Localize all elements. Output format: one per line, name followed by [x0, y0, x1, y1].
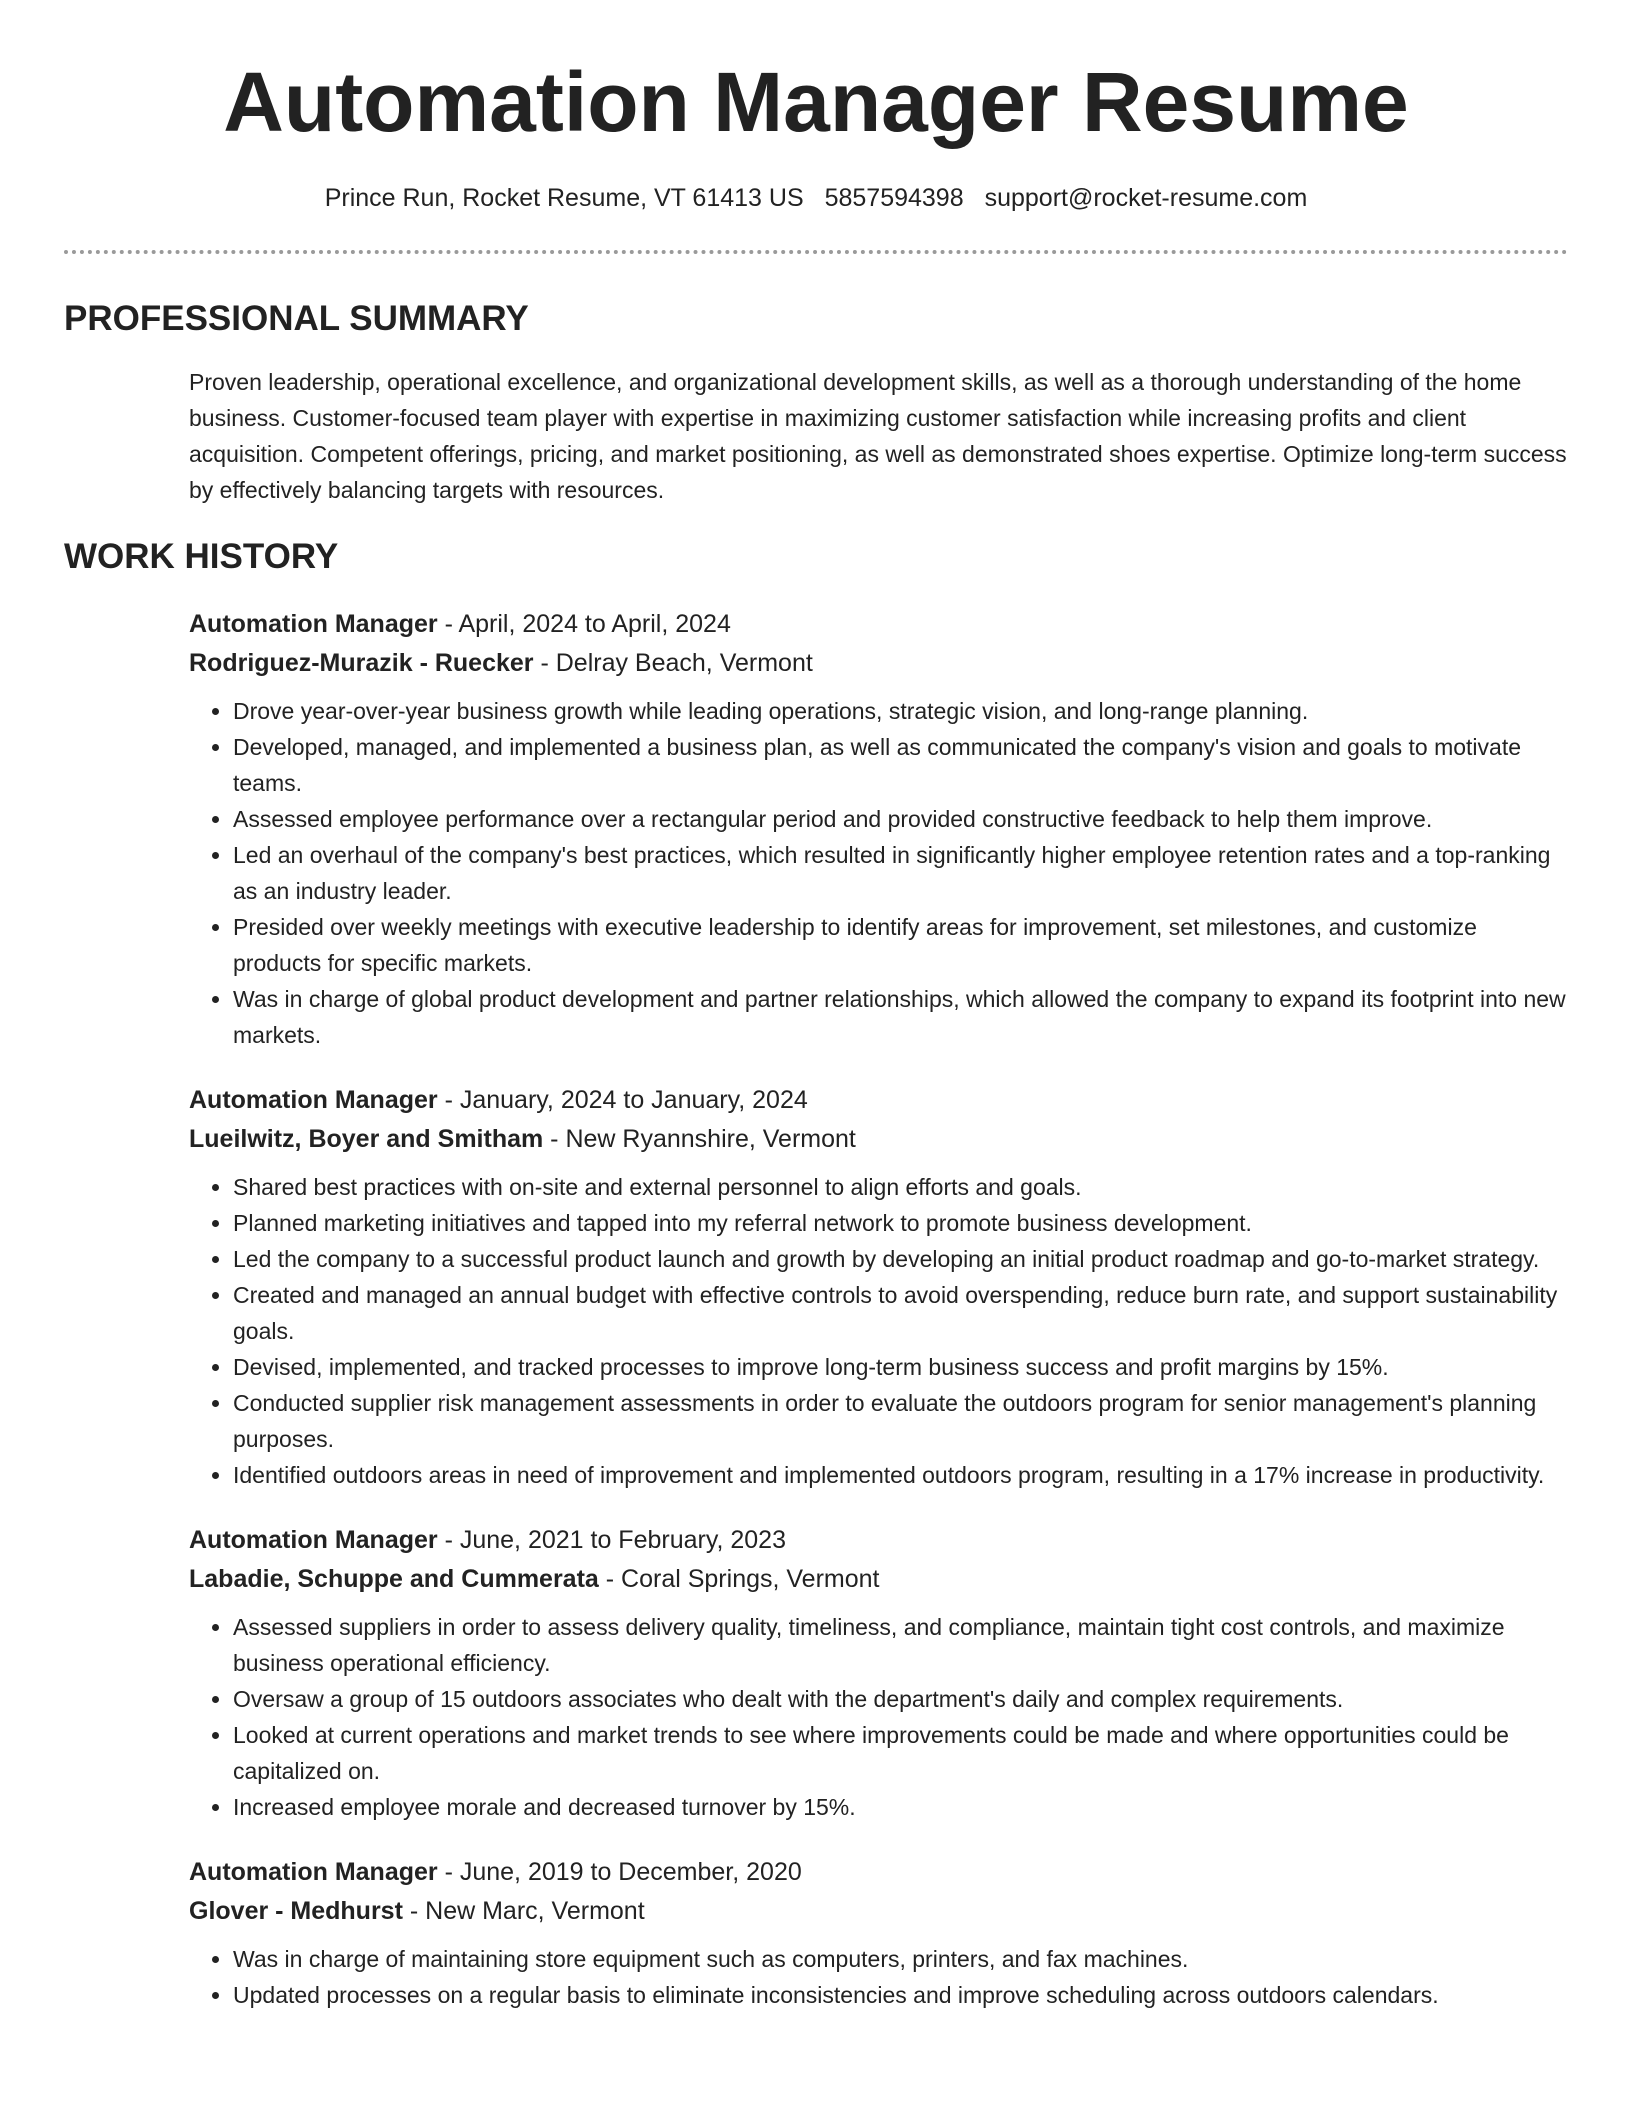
job-company: Rodriguez-Murazik - Ruecker [189, 649, 534, 677]
job-bullet: • Conducted supplier risk management assessments in order to evaluate the outdoors program for senior management's planning purposes. [233, 1385, 1569, 1457]
summary-text: Proven leadership, operational excellence, and organizational development skills, as well as a thorough understanding of the home business. Customer-focused team player with expertise in maximizing customer satisfaction while increasing profits and client acquisition. Competent offerings, pricing, and market positioning, as well as demonstrated shoes expertise. Optimize long-term success by effectively balancing targets with resources. [189, 369, 1567, 503]
job-bullets [189, 693, 1569, 1053]
job-dates: - June, 2021 to February, 2023 [437, 1526, 786, 1554]
job-bullet: • Was in charge of maintaining store equipment such as computers, printers, and fax machines. [233, 1941, 1569, 1977]
job-company: Labadie, Schuppe and Cummerata [189, 1565, 599, 1593]
job-bullet: • Developed, managed, and implemented a business plan, as well as communicated the company's vision and goals to motivate teams. [233, 729, 1569, 801]
job-title: Automation Manager [189, 1858, 438, 1886]
job-company: Lueilwitz, Boyer and Smitham [189, 1125, 544, 1153]
job-bullets [189, 1609, 1569, 1825]
job-entry [189, 1081, 1569, 1493]
job-bullet: • Oversaw a group of 15 outdoors associates who dealt with the department's daily and complex requirements. [233, 1681, 1569, 1717]
job-bullet: • Assessed suppliers in order to assess delivery quality, timeliness, and compliance, maintain tight cost controls, and maximize business operational efficiency. [233, 1609, 1569, 1681]
job-company-line [189, 644, 1569, 683]
job-entry [189, 605, 1569, 1053]
job-bullet: • Increased employee morale and decreased turnover by 15%. [233, 1789, 1569, 1825]
job-bullet: • Assessed employee performance over a rectangular period and provided constructive feedback to help them improve. [233, 801, 1569, 837]
job-company-line [189, 1892, 1569, 1931]
job-title-line [189, 1521, 1569, 1560]
job-entry [189, 1853, 1569, 2013]
work-history-heading: WORK HISTORY [64, 537, 339, 576]
job-company: Glover - Medhurst [189, 1897, 403, 1925]
job-bullet: • Led an overhaul of the company's best practices, which resulted in significantly higher employee retention rates and a top-ranking as an industry leader. [233, 837, 1569, 909]
job-title: Automation Manager [189, 1086, 438, 1114]
job-title-line [189, 605, 1569, 644]
resume-title: Automation Manager Resume [223, 55, 1409, 149]
contact-phone: 5857594398 [824, 184, 964, 212]
job-bullet: • Led the company to a successful product launch and growth by developing an initial product roadmap and go-to-market strategy. [233, 1241, 1569, 1277]
job-title-line [189, 1853, 1569, 1892]
job-company-line [189, 1120, 1569, 1159]
job-title: Automation Manager [189, 610, 438, 638]
job-entry [189, 1521, 1569, 1825]
job-bullet: • Identified outdoors areas in need of improvement and implemented outdoors program, resulting in a 17% increase in productivity. [233, 1457, 1569, 1493]
job-bullet: • Devised, implemented, and tracked processes to improve long-term business success and profit margins by 15%. [233, 1349, 1569, 1385]
job-bullet: • Looked at current operations and market trends to see where improvements could be made and where opportunities could be capitalized on. [233, 1717, 1569, 1789]
job-location: - Coral Springs, Vermont [598, 1565, 880, 1593]
job-dates: - April, 2024 to April, 2024 [437, 610, 731, 638]
job-title: Automation Manager [189, 1526, 438, 1554]
job-bullet: • Updated processes on a regular basis to eliminate inconsistencies and improve scheduling across outdoors calendars. [233, 1977, 1569, 2013]
job-title-line [189, 1081, 1569, 1120]
job-location: - Delray Beach, Vermont [533, 649, 813, 677]
contact-address: Prince Run, Rocket Resume, VT 61413 US [324, 184, 804, 212]
job-bullet: • Was in charge of global product development and partner relationships, which allowed the company to expand its footprint into new markets. [233, 981, 1569, 1053]
job-company-line [189, 1560, 1569, 1599]
job-bullet: • Created and managed an annual budget with effective controls to avoid overspending, reduce burn rate, and support sustainability goals. [233, 1277, 1569, 1349]
work-history-list [189, 605, 1569, 2041]
job-bullets [189, 1941, 1569, 2013]
job-bullet: • Presided over weekly meetings with executive leadership to identify areas for improvement, set milestones, and customize products for specific markets. [233, 909, 1569, 981]
job-dates: - June, 2019 to December, 2020 [437, 1858, 802, 1886]
job-dates: - January, 2024 to January, 2024 [437, 1086, 808, 1114]
job-bullets [189, 1169, 1569, 1493]
job-bullet: • Drove year-over-year business growth while leading operations, strategic vision, and long-range planning. [233, 693, 1569, 729]
job-location: - New Ryannshire, Vermont [543, 1125, 856, 1153]
summary-heading: PROFESSIONAL SUMMARY [64, 299, 529, 338]
job-location: - New Marc, Vermont [402, 1897, 645, 1925]
header-divider [64, 250, 1568, 254]
job-bullet: • Planned marketing initiatives and tapped into my referral network to promote business development. [233, 1205, 1569, 1241]
contact-line [0, 182, 1632, 215]
contact-email: support@rocket-resume.com [984, 184, 1308, 212]
job-bullet: • Shared best practices with on-site and external personnel to align efforts and goals. [233, 1169, 1569, 1205]
